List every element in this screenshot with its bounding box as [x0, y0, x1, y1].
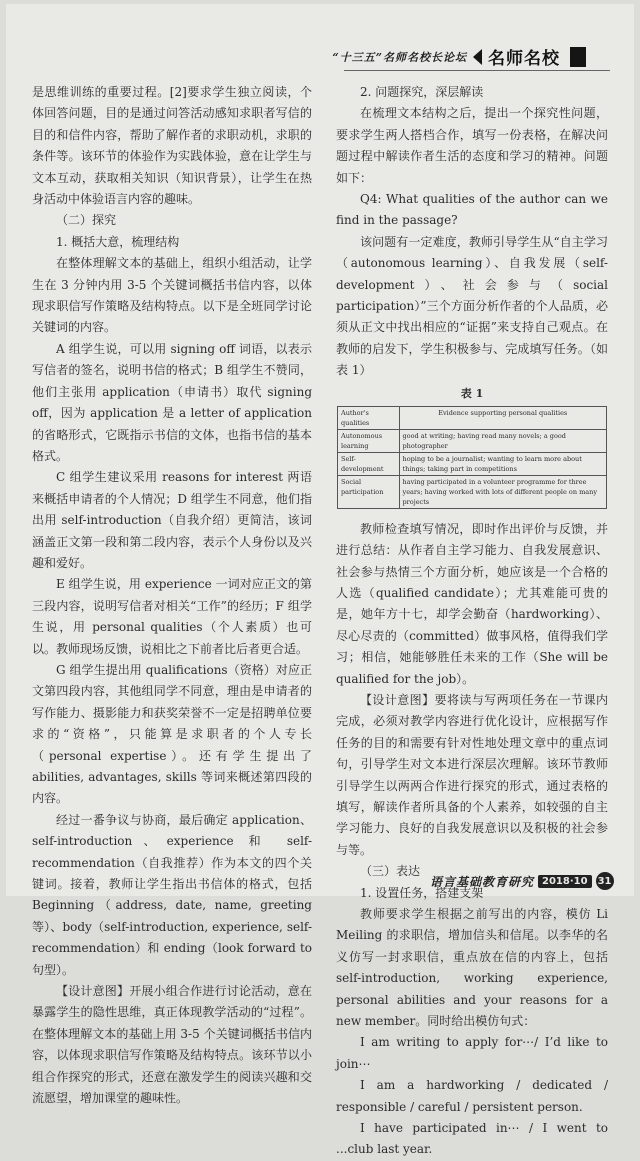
paragraph: 在梳理文本结构之后，提出一个探究性问题，要求学生两人搭档合作，填写一份表格，在解决问题过程中解读作者生活的态度和学习的精神。问题如下： — [336, 106, 608, 185]
header-brand: 名师名校 — [488, 49, 560, 69]
paragraph: 经过一番争议与协商，最后确定 application、self-introduction、experience 和 self-recommendation（自我推荐）作为本文的四个关键词。接着，教师让学生指出书信体的格式，包括 Beginning（address, date, name, greeting 等）、body（self-introduction, experience, self-recommendation）和 ending（look forward to 句型）。 — [32, 812, 312, 977]
journal-page — [6, 4, 634, 1157]
paragraph: 教师要求学生根据之前写出的内容，模仿 Li Meiling 的求职信，增加信头和信尾。以李华的名义仿写一封求职信，重点放在信的内容上，包括 self-introduction, working experience, personal abilities and your reasons for a new member。同时给出模仿句式： — [336, 907, 608, 1029]
paragraph: 1. 设置任务，搭建支架 — [360, 885, 484, 900]
page-number: 31 — [596, 872, 614, 890]
paragraph: I am a hardworking / dedicated / responsible / careful / persistent person. — [336, 1078, 608, 1114]
table-cell: Autonomous learning — [338, 429, 400, 452]
table-row — [338, 429, 607, 452]
paragraph: G 组学生提出用 qualifications（资格）对应正文第四段内容，其他组同学不同意，理由是申请者的写作能力、摄影能力和获奖荣誉不一定是招聘单位要求的“资格”，只能算是求职者的个人专长（personal expertise）。还有学生提出了 abilities, advantages, skills 等词来概述第四段的内容。 — [32, 662, 312, 806]
table-cell: Self-development — [338, 452, 400, 475]
right-column-bottom — [336, 519, 608, 1161]
table-row — [338, 475, 607, 508]
footer-journal: 语言基础教育研究 — [430, 874, 535, 889]
table-header-row — [338, 406, 607, 429]
paragraph: 是思维训练的重要过程。[2]要求学生独立阅读，个体回答问题，目的是通过问答活动感知求职者写信的目的和信件内容，帮助了解作者的求职动机，求职的条件等。该环节的体验作为实践体验，意在让学生与文本互动，获取相关知识（知识背景），让学生在热身活动中体验语言内容的趣味。 — [32, 85, 312, 207]
paragraph: （三）表达 — [360, 864, 421, 879]
running-header — [332, 44, 586, 69]
paragraph: 在整体理解文本的基础上，组织小组活动，让学生在 3 分钟内用 3-5 个关键词概括书信内容，以体现求职信写作策略及结构特点。以下是全班同学讨论关键词的内容。 — [32, 256, 312, 335]
header-rule — [344, 70, 610, 71]
paragraph: 教师检查填写情况，即时作出评价与反馈，并进行总结：从作者自主学习能力、自我发展意识、社会参与热情三个方面分析，她应该是一个合格的人选（qualified candidate）；尤其难能可贵的是，她年方十七，却学会勤奋（hardworking）、尽心尽责的（committed）做事风格，值得我们学习；相信，她能够胜任未来的工作（She will be qualified for the job）。 — [336, 521, 608, 686]
paragraph: I am writing to apply for⋯/ I’d like to join⋯ — [336, 1035, 608, 1071]
paragraph: E 组学生说，用 experience 一词对应正文的第三段内容，说明写信者对相关“工作”的经历；F 组学生说，用 personal qualities（个人素质）也可以。教师现场反馈，说相比之下前者比后者更合适。 — [32, 577, 312, 656]
right-column — [336, 82, 608, 1161]
table-cell: good at writing; having read many novels; a good photographer — [399, 429, 606, 452]
header-block-icon — [570, 47, 586, 67]
table-cell: hoping to be a journalist; wanting to learn more about things; taking part in competitions — [399, 452, 606, 475]
header-arrow-icon — [473, 49, 482, 65]
footer-issue: 2018·10 — [538, 875, 592, 888]
table-row — [338, 452, 607, 475]
page-footer — [430, 872, 614, 890]
paragraph: 该问题有一定难度，教师引导学生从“自主学习（autonomous learning）、自我发展（self-development）、社会参与（social participation）”三个方面分析作者的个人品质，必须从正文中找出相应的“证据”来支持自己观点。在教师的启发下，学生积极参与、完成填写任务。（如表 1） — [336, 234, 608, 378]
paragraph: 【设计意图】要将读与写两项任务在一节课内完成，必须对教学内容进行优化设计，应根据写作任务的目的和需要有针对性地处理文章中的重点词句，引导学生对文本进行深层次理解。该环节教师引导学生以两两合作进行探究的形式，通过表格的填写，解读作者所具备的个人素养，如较强的自主学习能力、良好的自我发展意识以及积极的社会参与等。 — [336, 692, 608, 857]
table-title: 表 1 — [460, 386, 484, 400]
qualities-table — [337, 406, 607, 509]
paragraph: （二）探究 — [56, 213, 117, 228]
paragraph: A 组学生说，可以用 signing off 词语，以表示写信者的签名，说明书信的格式；B 组学生不赞同，他们主张用 application（申请书）取代 signing off，因为 application 是 a letter of application 的省略形式，它既指示书信的文体，也指书信的基本格式。 — [32, 341, 312, 463]
right-column-top — [336, 82, 608, 382]
paragraph: C 组学生建议采用 reasons for interest 两语来概括申请者的个人情况；D 组学生不同意，他们指出用 self-introduction（自我介绍）更简洁，该词涵盖正文第一段和第二段内容，表示个人身份以及兴趣和爱好。 — [32, 470, 312, 570]
paragraph: 2. 问题探究，深层解读 — [360, 85, 484, 99]
paragraph: Q4: What qualities of the author can we find in the passage? — [336, 192, 608, 228]
left-column — [32, 82, 312, 1110]
table-header-cell: Author's qualities — [338, 406, 400, 429]
table-cell: having participated in a volunteer programme for three years; having worked with lots of different people on many projects — [399, 475, 606, 508]
table-cell: Social participation — [338, 475, 400, 508]
paragraph: I have participated in⋯ / I went to ...club last year. — [336, 1121, 608, 1157]
paragraph: 1. 概括大意，梳理结构 — [56, 234, 180, 249]
header-series: “十三五”名师名校长论坛 — [332, 50, 467, 64]
table-header-cell: Evidence supporting personal qualities — [399, 406, 606, 429]
paragraph: 【设计意图】开展小组合作进行讨论活动，意在暴露学生的隐性思维，真正体现教学活动的“过程”。在整体理解文本的基础上用 3-5 个关键词概括书信内容，以体现求职信写作策略及结构特点。该环节以小组合作探究的形式，还意在激发学生的阅读兴趣和交流愿望，增加课堂的趣味性。 — [32, 984, 312, 1106]
